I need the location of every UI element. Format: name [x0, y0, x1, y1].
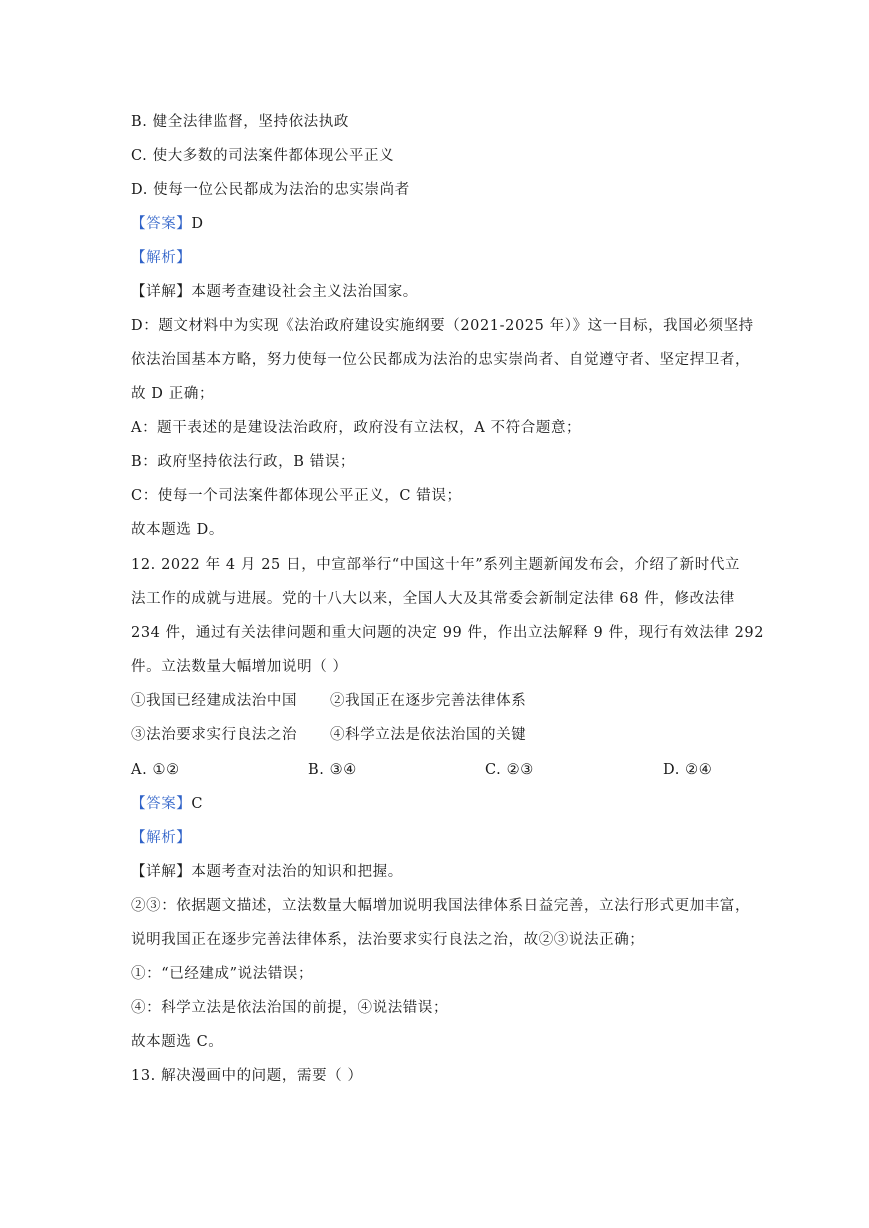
q12-answer-tag: 【答案】	[131, 796, 192, 812]
q11-option-b: B. 健全法律监督，坚持依法执政	[131, 114, 349, 130]
q11-explain-line-2: 依法治国基本方略，努力使每一位公民都成为法治的忠实崇尚者、自觉遵守者、坚定捍卫者，	[131, 352, 751, 368]
q11-answer-value: D	[191, 216, 204, 232]
q12-detail	[131, 862, 403, 882]
q11-explain-c: C：使每一个司法案件都体现公平正义，C 错误；	[131, 488, 462, 504]
q12-statement-2: ②我国正在逐步完善法律体系	[330, 693, 527, 709]
q12-explain-line-1: ②③：依据题文描述，立法数量大幅增加说明我国法律体系日益完善，立法行形式更加丰富，	[131, 898, 751, 914]
q12-statement-4: ④科学立法是依法治国的关键	[330, 727, 527, 743]
q11-option-c: C. 使大多数的司法案件都体现公平正义	[131, 148, 395, 164]
q11-detail-text: 本题考查建设社会主义法治国家。	[191, 284, 418, 300]
q12-answer	[131, 794, 203, 814]
q12-stem-line-2: 法工作的成就与进展。党的十八大以来，全国人大及其常委会新制定法律 68 件，修改法律	[131, 591, 735, 607]
q11-answer-tag: 【答案】	[131, 216, 192, 232]
q12-choice-b: B. ③④	[308, 762, 357, 778]
q12-explain-line-4: ④：科学立法是依法治国的前提，④说法错误；	[131, 1000, 449, 1016]
q12-conclusion: 故本题选 C。	[131, 1034, 224, 1050]
q12-choice-c: C. ②③	[485, 762, 534, 778]
q11-explain-line-1: D：题文材料中为实现《法治政府建设实施纲要（2021-2025 年）》这一目标，我国必须坚持	[131, 318, 754, 334]
q12-stem-line-3: 234 件，通过有关法律问题和重大问题的决定 99 件，作出立法解释 9 件，现行有效法律 292	[131, 625, 765, 641]
q12-answer-value: C	[191, 796, 204, 812]
q12-statement-3: ③法治要求实行良法之治	[131, 727, 298, 743]
q11-detail	[131, 282, 418, 302]
q12-detail-tag: 【详解】	[131, 864, 192, 880]
q12-stem-line-1: 12. 2022 年 4 月 25 日，中宣部举行“中国这十年”系列主题新闻发布会，介绍了新时代立	[131, 557, 741, 573]
q12-explain-line-2: 说明我国正在逐步完善法律体系，法治要求实行良法之治，故②③说法正确；	[131, 932, 645, 948]
q12-choice-d: D. ②④	[663, 762, 713, 778]
q11-conclusion: 故本题选 D。	[131, 522, 224, 538]
q12-choice-a: A. ①②	[131, 762, 180, 778]
q11-explain-a: A：题干表述的是建设法治政府，政府没有立法权，A 不符合题意；	[131, 420, 582, 436]
q12-analysis-tag: 【解析】	[131, 830, 192, 846]
q13-stem: 13. 解决漫画中的问题，需要（ ）	[131, 1068, 363, 1084]
q12-stem-line-4: 件。立法数量大幅增加说明（ ）	[131, 659, 348, 675]
q11-answer	[131, 214, 204, 234]
q12-explain-line-3: ①：“已经建成”说法错误；	[131, 966, 314, 982]
q11-analysis-tag: 【解析】	[131, 250, 192, 266]
q12-detail-text: 本题考查对法治的知识和把握。	[191, 864, 403, 880]
q12-statement-1: ①我国已经建成法治中国	[131, 693, 298, 709]
q11-explain-line-3: 故 D 正确；	[131, 386, 215, 402]
q11-option-d: D. 使每一位公民都成为法治的忠实崇尚者	[131, 182, 410, 198]
q11-detail-tag: 【详解】	[131, 284, 192, 300]
q11-explain-b: B：政府坚持依法行政，B 错误；	[131, 454, 356, 470]
